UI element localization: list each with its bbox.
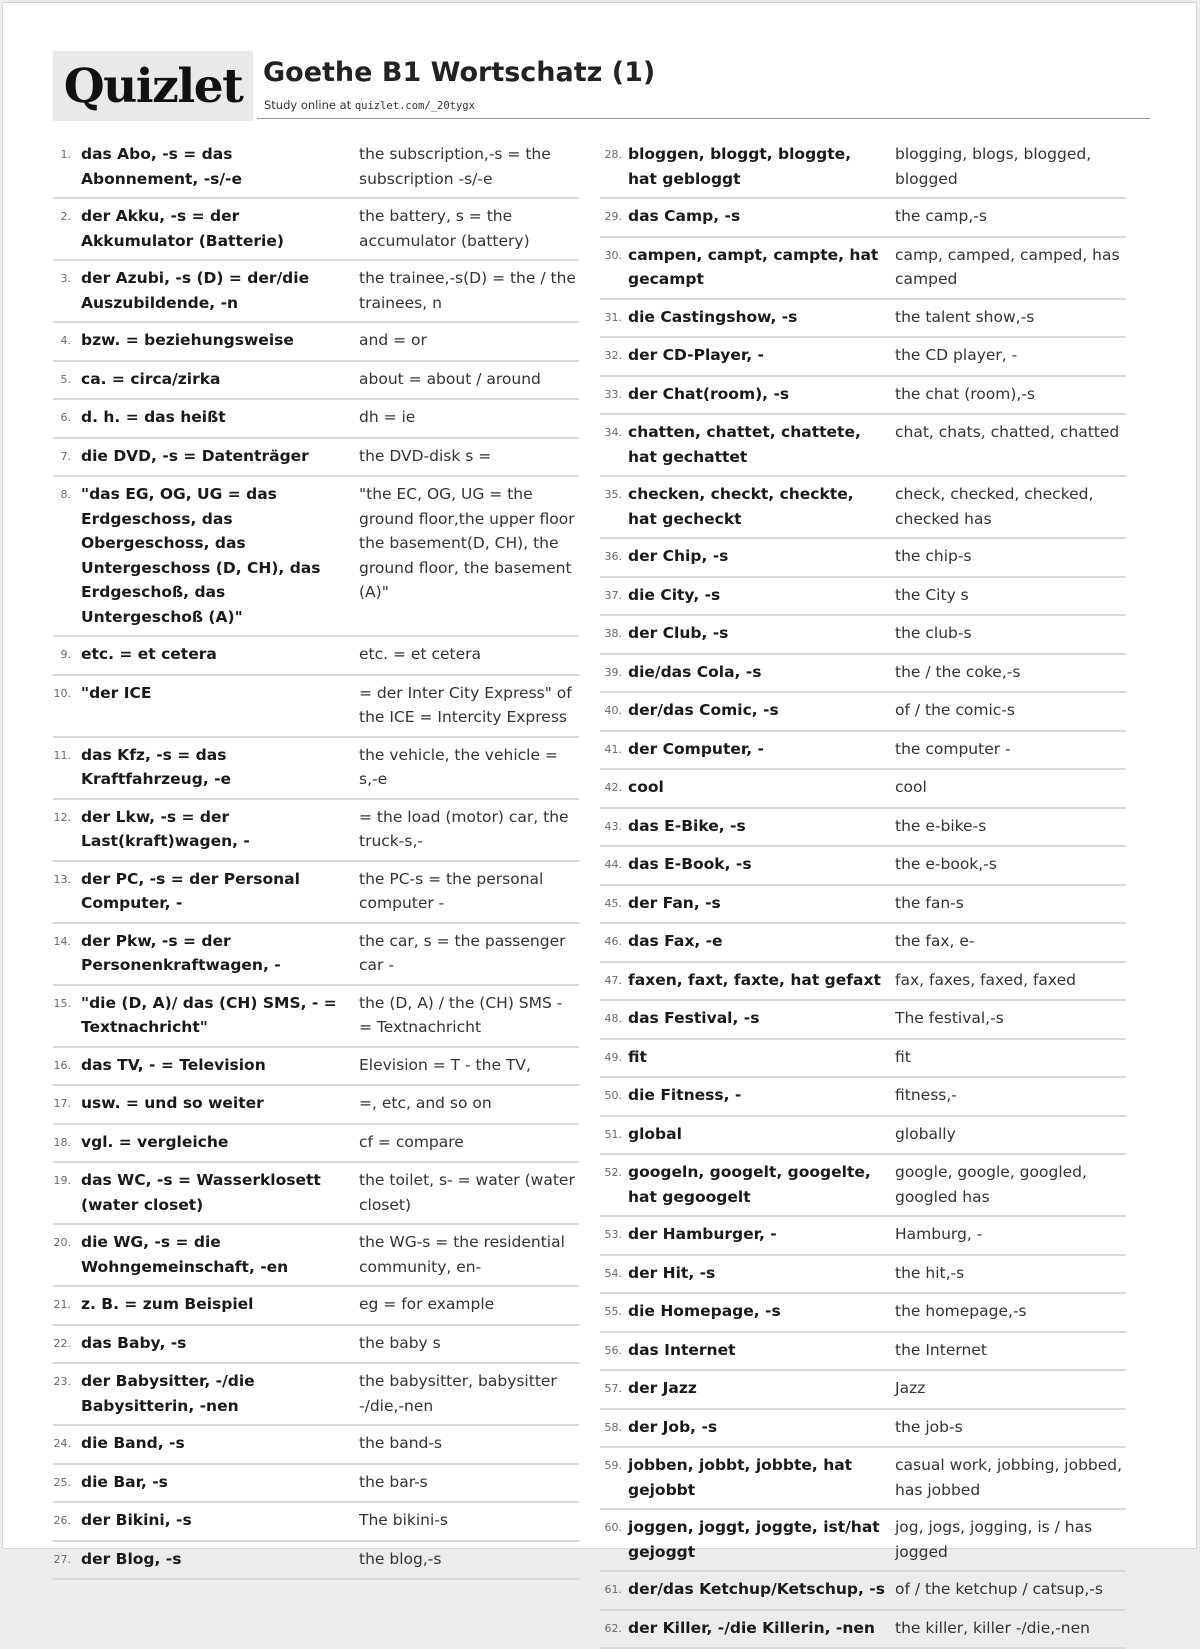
card-row	[600, 1155, 1126, 1217]
card-number: 37.	[600, 583, 622, 609]
card-definition: the band-s	[359, 1431, 579, 1457]
card-term: der Babysitter, -/die Babysitterin, -nen	[81, 1369, 359, 1418]
card-row	[600, 1510, 1126, 1572]
card-definition: fax, faxes, faxed, faxed	[895, 968, 1126, 994]
card-row	[53, 1364, 579, 1426]
card-term: der Akku, -s = der Akkumulator (Batterie)	[81, 204, 359, 253]
card-number: 29.	[600, 204, 622, 230]
study-online-url[interactable]: quizlet.com/_20tygx	[355, 100, 475, 112]
document-page	[2, 2, 1197, 1549]
card-row	[600, 1256, 1126, 1295]
card-term: der Club, -s	[628, 621, 895, 647]
card-term: der/das Ketchup/Ketschup, -s	[628, 1577, 895, 1603]
card-number: 27.	[53, 1547, 71, 1573]
card-term: d. h. = das heißt	[81, 405, 359, 431]
card-row	[600, 616, 1126, 655]
card-row	[53, 362, 579, 401]
card-definition: the car, s = the passenger car -	[359, 929, 579, 978]
card-row	[53, 676, 579, 738]
card-row	[600, 415, 1126, 477]
page-title: Goethe B1 Wortschatz (1)	[263, 57, 655, 88]
card-number: 8.	[53, 482, 71, 629]
card-number: 60.	[600, 1515, 622, 1564]
card-row	[53, 1086, 579, 1125]
card-row	[53, 924, 579, 986]
card-number: 33.	[600, 382, 622, 408]
card-number: 18.	[53, 1130, 71, 1156]
card-row	[600, 539, 1126, 578]
card-row	[600, 199, 1126, 238]
card-number: 41.	[600, 737, 622, 763]
card-number: 51.	[600, 1122, 622, 1148]
card-definition: about = about / around	[359, 367, 579, 393]
card-row	[53, 199, 579, 261]
card-number: 62.	[600, 1616, 622, 1642]
card-term: das TV, - = Television	[81, 1053, 359, 1079]
card-definition: the job-s	[895, 1415, 1126, 1441]
card-term: bzw. = beziehungsweise	[81, 328, 359, 354]
card-term: der Computer, -	[628, 737, 895, 763]
card-number: 15.	[53, 991, 71, 1040]
card-row	[600, 886, 1126, 925]
card-row	[53, 323, 579, 362]
card-definition: Jazz	[895, 1376, 1126, 1402]
card-term: der Killer, -/die Killerin, -nen	[628, 1616, 895, 1642]
right-card-column	[600, 137, 1126, 1649]
card-definition: the DVD-disk s =	[359, 444, 579, 470]
card-term: chatten, chattet, chattete, hat gechattet	[628, 420, 895, 469]
card-row	[53, 1503, 579, 1542]
card-number: 36.	[600, 544, 622, 570]
card-number: 46.	[600, 929, 622, 955]
card-term: global	[628, 1122, 895, 1148]
card-definition: "the EC, OG, UG = the ground floor,the upper floor the basement(D, CH), the ground floor, the basement (A)"	[359, 482, 579, 629]
card-number: 9.	[53, 642, 71, 668]
card-definition: jog, jogs, jogging, is / has jogged	[895, 1515, 1126, 1564]
card-row	[53, 800, 579, 862]
card-definition: the fan-s	[895, 891, 1126, 917]
card-number: 49.	[600, 1045, 622, 1071]
card-term: das Baby, -s	[81, 1331, 359, 1357]
card-term: campen, campt, campte, hat gecampt	[628, 243, 895, 292]
card-number: 44.	[600, 852, 622, 878]
header-divider	[257, 118, 1150, 119]
card-term: die Castingshow, -s	[628, 305, 895, 331]
card-number: 59.	[600, 1453, 622, 1502]
card-term: der Chip, -s	[628, 544, 895, 570]
card-definition: cool	[895, 775, 1126, 801]
card-term: die Homepage, -s	[628, 1299, 895, 1325]
card-definition: the club-s	[895, 621, 1126, 647]
card-number: 5.	[53, 367, 71, 393]
card-row	[600, 578, 1126, 617]
card-number: 20.	[53, 1230, 71, 1279]
card-number: 6.	[53, 405, 71, 431]
card-term: vgl. = vergleiche	[81, 1130, 359, 1156]
card-number: 43.	[600, 814, 622, 840]
card-row	[53, 1048, 579, 1087]
card-term: z. B. = zum Beispiel	[81, 1292, 359, 1318]
card-definition: the WG-s = the residential community, en-	[359, 1230, 579, 1279]
card-definition: of / the ketchup / catsup,-s	[895, 1577, 1126, 1603]
card-definition: the chip-s	[895, 544, 1126, 570]
card-term: ca. = circa/zirka	[81, 367, 359, 393]
card-number: 7.	[53, 444, 71, 470]
card-term: der CD-Player, -	[628, 343, 895, 369]
card-row	[53, 1542, 579, 1581]
card-term: fit	[628, 1045, 895, 1071]
card-term: die/das Cola, -s	[628, 660, 895, 686]
card-row	[600, 1448, 1126, 1510]
card-row	[600, 300, 1126, 339]
card-number: 30.	[600, 243, 622, 292]
card-term: der/das Comic, -s	[628, 698, 895, 724]
card-definition: the subscription,-s = the subscription -s/-e	[359, 142, 579, 191]
card-row	[600, 338, 1126, 377]
card-definition: the trainee,-s(D) = the / the trainees, n	[359, 266, 579, 315]
card-row	[53, 738, 579, 800]
card-number: 34.	[600, 420, 622, 469]
card-term: usw. = und so weiter	[81, 1091, 359, 1117]
card-row	[53, 1163, 579, 1225]
card-number: 25.	[53, 1470, 71, 1496]
card-row	[600, 732, 1126, 771]
card-term: joggen, joggt, joggte, ist/hat gejoggt	[628, 1515, 895, 1564]
card-number: 24.	[53, 1431, 71, 1457]
card-number: 12.	[53, 805, 71, 854]
card-term: faxen, faxt, faxte, hat gefaxt	[628, 968, 895, 994]
card-number: 16.	[53, 1053, 71, 1079]
card-term: der Blog, -s	[81, 1547, 359, 1573]
card-row	[53, 1225, 579, 1287]
card-term: das Internet	[628, 1338, 895, 1364]
card-definition: The festival,-s	[895, 1006, 1126, 1032]
card-definition: fit	[895, 1045, 1126, 1071]
card-row	[600, 1217, 1126, 1256]
card-row	[53, 261, 579, 323]
card-term: der PC, -s = der Personal Computer, -	[81, 867, 359, 916]
card-number: 50.	[600, 1083, 622, 1109]
card-number: 53.	[600, 1222, 622, 1248]
card-term: "die (D, A)/ das (CH) SMS, - = Textnachricht"	[81, 991, 359, 1040]
card-number: 35.	[600, 482, 622, 531]
card-number: 54.	[600, 1261, 622, 1287]
card-term: die Bar, -s	[81, 1470, 359, 1496]
card-row	[600, 1001, 1126, 1040]
card-term: "das EG, OG, UG = das Erdgeschoss, das Obergeschoss, das Untergeschoss (D, CH), das Erdgeschoß, das Untergeschoß (A)"	[81, 482, 359, 629]
card-row	[600, 1294, 1126, 1333]
card-definition: etc. = et cetera	[359, 642, 579, 668]
card-row	[600, 1410, 1126, 1449]
card-definition: camp, camped, camped, has camped	[895, 243, 1126, 292]
card-number: 11.	[53, 743, 71, 792]
card-definition: the bar-s	[359, 1470, 579, 1496]
card-number: 52.	[600, 1160, 622, 1209]
card-row	[600, 1572, 1126, 1611]
study-online-label: Study online at	[264, 98, 355, 112]
card-term: der Hamburger, -	[628, 1222, 895, 1248]
card-number: 2.	[53, 204, 71, 253]
card-definition: and = or	[359, 328, 579, 354]
card-definition: the toilet, s- = water (water closet)	[359, 1168, 579, 1217]
card-number: 47.	[600, 968, 622, 994]
card-number: 45.	[600, 891, 622, 917]
card-definition: the e-bike-s	[895, 814, 1126, 840]
card-term: cool	[628, 775, 895, 801]
card-number: 19.	[53, 1168, 71, 1217]
card-number: 55.	[600, 1299, 622, 1325]
card-term: checken, checkt, checkte, hat gecheckt	[628, 482, 895, 531]
card-number: 28.	[600, 142, 622, 191]
card-term: der Bikini, -s	[81, 1508, 359, 1534]
card-number: 57.	[600, 1376, 622, 1402]
card-definition: eg = for example	[359, 1292, 579, 1318]
card-definition: =, etc, and so on	[359, 1091, 579, 1117]
card-definition: google, google, googled, googled has	[895, 1160, 1126, 1209]
card-row	[53, 439, 579, 478]
card-row	[600, 1117, 1126, 1156]
card-definition: the hit,-s	[895, 1261, 1126, 1287]
card-definition: the battery, s = the accumulator (battery)	[359, 204, 579, 253]
card-term: die City, -s	[628, 583, 895, 609]
card-number: 26.	[53, 1508, 71, 1534]
card-term: der Pkw, -s = der Personenkraftwagen, -	[81, 929, 359, 978]
card-definition: the killer, killer -/die,-nen	[895, 1616, 1126, 1642]
card-number: 38.	[600, 621, 622, 647]
study-online-line	[264, 98, 475, 112]
card-term: der Chat(room), -s	[628, 382, 895, 408]
card-number: 39.	[600, 660, 622, 686]
card-definition: the fax, e-	[895, 929, 1126, 955]
card-number: 1.	[53, 142, 71, 191]
card-definition: the camp,-s	[895, 204, 1126, 230]
card-row	[53, 862, 579, 924]
card-row	[600, 809, 1126, 848]
card-row	[600, 1078, 1126, 1117]
card-row	[600, 1611, 1126, 1649]
card-term: der Azubi, -s (D) = der/die Auszubildende, -n	[81, 266, 359, 315]
card-row	[600, 238, 1126, 300]
card-row	[600, 655, 1126, 694]
card-row	[53, 137, 579, 199]
card-number: 42.	[600, 775, 622, 801]
card-definition: the vehicle, the vehicle = s,-e	[359, 743, 579, 792]
card-definition: the / the coke,-s	[895, 660, 1126, 686]
card-definition: blogging, blogs, blogged, blogged	[895, 142, 1126, 191]
card-row	[53, 637, 579, 676]
card-number: 14.	[53, 929, 71, 978]
card-definition: = der Inter City Express" of the ICE = Intercity Express	[359, 681, 579, 730]
card-row	[600, 693, 1126, 732]
card-row	[600, 477, 1126, 539]
card-term: bloggen, bloggt, bloggte, hat gebloggt	[628, 142, 895, 191]
card-definition: the homepage,-s	[895, 1299, 1126, 1325]
card-number: 40.	[600, 698, 622, 724]
card-row	[600, 963, 1126, 1002]
card-row	[600, 770, 1126, 809]
card-number: 17.	[53, 1091, 71, 1117]
card-row	[600, 1040, 1126, 1079]
card-term: der Jazz	[628, 1376, 895, 1402]
card-row	[53, 1326, 579, 1365]
card-row	[600, 924, 1126, 963]
card-term: das Fax, -e	[628, 929, 895, 955]
card-definition: Hamburg, -	[895, 1222, 1126, 1248]
page-header	[3, 3, 1196, 123]
card-term: das Kfz, -s = das Kraftfahrzeug, -e	[81, 743, 359, 792]
card-term: das E-Book, -s	[628, 852, 895, 878]
card-term: der Job, -s	[628, 1415, 895, 1441]
card-number: 10.	[53, 681, 71, 730]
card-number: 13.	[53, 867, 71, 916]
card-definition: chat, chats, chatted, chatted	[895, 420, 1126, 469]
card-row	[53, 1125, 579, 1164]
card-term: das WC, -s = Wasserklosett (water closet)	[81, 1168, 359, 1217]
card-definition: = the load (motor) car, the truck-s,-	[359, 805, 579, 854]
card-definition: globally	[895, 1122, 1126, 1148]
card-definition: cf = compare	[359, 1130, 579, 1156]
card-definition: the Internet	[895, 1338, 1126, 1364]
card-definition: casual work, jobbing, jobbed, has jobbed	[895, 1453, 1126, 1502]
quizlet-logo: Quizlet	[53, 51, 253, 121]
card-definition: the City s	[895, 583, 1126, 609]
card-term: der Hit, -s	[628, 1261, 895, 1287]
card-definition: the talent show,-s	[895, 305, 1126, 331]
card-row	[600, 1333, 1126, 1372]
card-definition: of / the comic-s	[895, 698, 1126, 724]
card-row	[600, 377, 1126, 416]
card-term: der Fan, -s	[628, 891, 895, 917]
card-number: 22.	[53, 1331, 71, 1357]
card-definition: the chat (room),-s	[895, 382, 1126, 408]
card-definition: check, checked, checked, checked has	[895, 482, 1126, 531]
card-term: der Lkw, -s = der Last(kraft)wagen, -	[81, 805, 359, 854]
card-term: googeln, googelt, googelte, hat gegoogelt	[628, 1160, 895, 1209]
card-definition: the PC-s = the personal computer -	[359, 867, 579, 916]
card-definition: the e-book,-s	[895, 852, 1126, 878]
card-definition: The bikini-s	[359, 1508, 579, 1534]
card-number: 4.	[53, 328, 71, 354]
card-definition: Elevision = T - the TV,	[359, 1053, 579, 1079]
card-number: 31.	[600, 305, 622, 331]
card-definition: fitness,-	[895, 1083, 1126, 1109]
card-term: die Fitness, -	[628, 1083, 895, 1109]
card-term: das Abo, -s = das Abonnement, -s/-e	[81, 142, 359, 191]
card-term: die WG, -s = die Wohngemeinschaft, -en	[81, 1230, 359, 1279]
card-term: das E-Bike, -s	[628, 814, 895, 840]
card-definition: the blog,-s	[359, 1547, 579, 1573]
card-row	[600, 137, 1126, 199]
card-term: "der ICE	[81, 681, 359, 730]
card-definition: dh = ie	[359, 405, 579, 431]
card-row	[53, 400, 579, 439]
left-card-column	[53, 137, 579, 1580]
card-term: die Band, -s	[81, 1431, 359, 1457]
card-term: das Festival, -s	[628, 1006, 895, 1032]
card-definition: the baby s	[359, 1331, 579, 1357]
card-number: 32.	[600, 343, 622, 369]
card-number: 21.	[53, 1292, 71, 1318]
card-number: 56.	[600, 1338, 622, 1364]
card-row	[53, 1465, 579, 1504]
card-row	[600, 847, 1126, 886]
card-number: 61.	[600, 1577, 622, 1603]
card-term: jobben, jobbt, jobbte, hat gejobbt	[628, 1453, 895, 1502]
card-row	[53, 477, 579, 637]
card-definition: the babysitter, babysitter -/die,-nen	[359, 1369, 579, 1418]
card-definition: the CD player, -	[895, 343, 1126, 369]
card-definition: the (D, A) / the (CH) SMS - = Textnachricht	[359, 991, 579, 1040]
card-definition: the computer -	[895, 737, 1126, 763]
card-row	[53, 1426, 579, 1465]
card-number: 48.	[600, 1006, 622, 1032]
card-row	[53, 1287, 579, 1326]
card-number: 3.	[53, 266, 71, 315]
card-number: 23.	[53, 1369, 71, 1418]
card-term: etc. = et cetera	[81, 642, 359, 668]
card-number: 58.	[600, 1415, 622, 1441]
card-row	[600, 1371, 1126, 1410]
card-term: die DVD, -s = Datenträger	[81, 444, 359, 470]
card-term: das Camp, -s	[628, 204, 895, 230]
card-row	[53, 986, 579, 1048]
